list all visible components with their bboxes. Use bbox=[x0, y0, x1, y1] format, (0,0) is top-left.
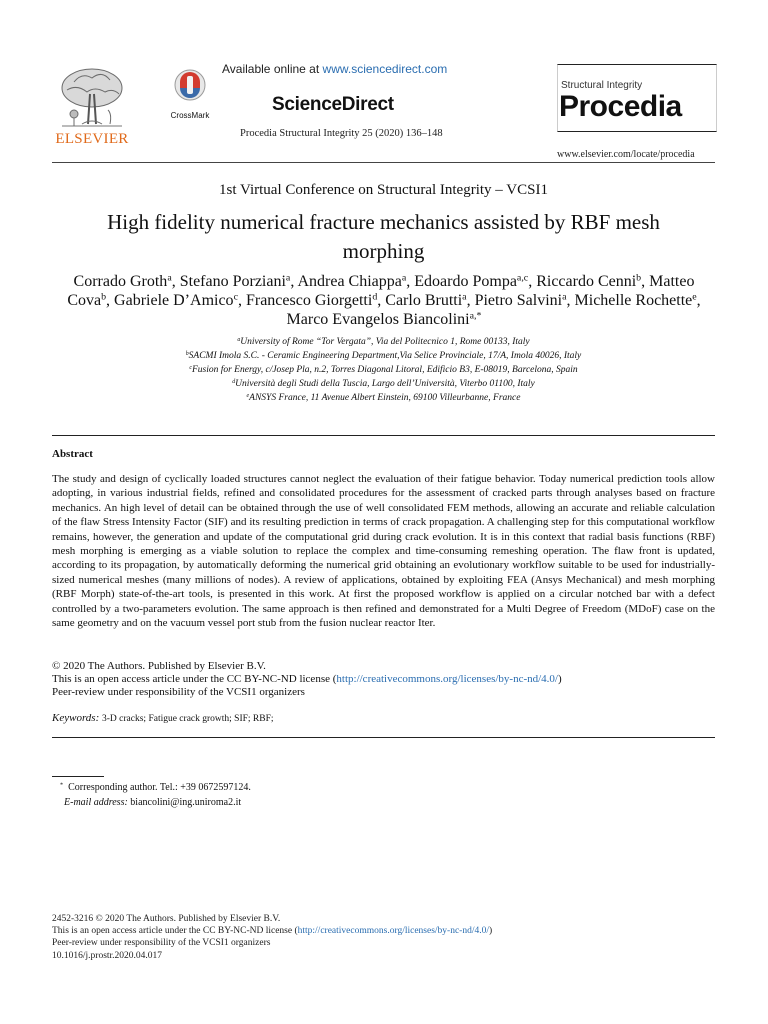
author-list bbox=[60, 272, 708, 329]
author-separator: , bbox=[237, 292, 246, 309]
affiliation-text: SACMI Imola S.C. - Ceramic Engineering Department,Via Selice Provinciale, 17/A, Imola 40026, Italy bbox=[188, 351, 582, 361]
license-prefix: This is an open access article under the CC BY-NC-ND license ( bbox=[52, 673, 337, 685]
author bbox=[414, 273, 536, 290]
author-name: Michelle Rochette bbox=[574, 292, 693, 309]
author-separator: , bbox=[696, 292, 701, 309]
affiliation bbox=[52, 335, 715, 349]
email-address[interactable]: biancolini@ing.uniroma2.it bbox=[130, 797, 242, 808]
available-online-line bbox=[222, 62, 447, 76]
affiliation-text: ANSYS France, 11 Avenue Albert Einstein, 69100 Villeurbanne, France bbox=[249, 393, 521, 403]
conference-name: 1st Virtual Conference on Structural Integrity – VCSI1 bbox=[219, 182, 548, 198]
abstract-heading: Abstract bbox=[52, 448, 93, 460]
author-separator: , bbox=[528, 273, 537, 290]
affiliation-list bbox=[52, 335, 715, 405]
author-separator: , bbox=[641, 273, 650, 290]
affiliation-mark: c bbox=[189, 364, 192, 371]
affiliation bbox=[52, 363, 715, 377]
title-line-2: morphing bbox=[342, 239, 425, 263]
author-name: Carlo Brutti bbox=[385, 292, 463, 309]
author bbox=[180, 273, 298, 290]
affiliation-mark: e bbox=[246, 392, 250, 399]
author bbox=[575, 292, 701, 309]
author bbox=[475, 292, 575, 309]
keywords-line bbox=[52, 712, 274, 724]
header-divider bbox=[52, 162, 715, 163]
author-affiliation-mark: a,* bbox=[469, 310, 482, 322]
abstract-top-rule bbox=[52, 435, 715, 436]
abstract-bottom-rule bbox=[52, 737, 715, 738]
crossmark-label: CrossMark bbox=[170, 111, 210, 120]
bottom-peer-review: Peer-review under responsibility of the VCSI1 organizers bbox=[52, 938, 271, 949]
affiliation bbox=[52, 349, 715, 363]
footnote bbox=[60, 780, 251, 810]
author-affiliation-mark: a bbox=[167, 272, 172, 284]
author-affiliation-mark: b bbox=[101, 291, 107, 303]
author-separator: , bbox=[566, 292, 575, 309]
crossmark-badge[interactable] bbox=[165, 68, 215, 120]
procedia-cover-logo bbox=[557, 64, 717, 132]
author-affiliation-mark: e bbox=[692, 291, 697, 303]
email-label: E-mail address: bbox=[64, 797, 128, 808]
author-affiliation-mark: c bbox=[233, 291, 238, 303]
license-link[interactable]: http://creativecommons.org/licenses/by-nc-nd/4.0/ bbox=[336, 673, 558, 685]
affiliation-mark: a bbox=[237, 336, 241, 343]
author bbox=[114, 292, 246, 309]
corresponding-author: Corresponding author. Tel.: +39 0672597124. bbox=[68, 782, 251, 793]
author-name: Stefano Porziani bbox=[179, 273, 286, 290]
keywords-values: 3-D cracks; Fatigue crack growth; SIF; RBF; bbox=[102, 714, 274, 724]
author-name: Matteo Cova bbox=[67, 273, 695, 309]
author-affiliation-mark: b bbox=[636, 272, 642, 284]
locate-url[interactable]: www.elsevier.com/locate/procedia bbox=[557, 149, 695, 160]
author-affiliation-mark: a bbox=[562, 291, 567, 303]
author-separator: , bbox=[290, 273, 298, 290]
author-name: Corrado Groth bbox=[73, 273, 168, 290]
author-name: Pietro Salvini bbox=[474, 292, 563, 309]
author-name: Edoardo Pompa bbox=[414, 273, 517, 290]
affiliation-text: Università degli Studi della Tuscia, Largo dell’Università, Viterbo 01100, Italy bbox=[235, 379, 535, 389]
author-name: Andrea Chiappa bbox=[297, 273, 402, 290]
open-access-line bbox=[52, 673, 715, 686]
author-affiliation-mark: a bbox=[462, 291, 467, 303]
keywords-label: Keywords: bbox=[52, 712, 100, 724]
author-separator: , bbox=[377, 292, 386, 309]
procedia-subtitle: Structural Integrity bbox=[561, 80, 643, 91]
author-name: Riccardo Cenni bbox=[536, 273, 637, 290]
author-separator: , bbox=[406, 273, 415, 290]
copyright-line: © 2020 The Authors. Published by Elsevier B.V. bbox=[52, 660, 266, 672]
elsevier-wordmark: ELSEVIER bbox=[55, 131, 129, 147]
author-affiliation-mark: a bbox=[285, 272, 291, 284]
crossmark-icon bbox=[173, 68, 207, 104]
author-separator: , bbox=[466, 292, 475, 309]
peer-review-line: Peer-review under responsibility of the VCSI1 organizers bbox=[52, 686, 305, 698]
license-suffix: ) bbox=[558, 673, 562, 685]
footnote-mark: * bbox=[60, 781, 64, 789]
bottom-oa-prefix: This is an open access article under the CC BY-NC-ND license ( bbox=[52, 926, 298, 937]
affiliation bbox=[52, 377, 715, 391]
paper-title bbox=[52, 208, 715, 266]
affiliation-mark: d bbox=[232, 378, 236, 385]
footnote-rule bbox=[52, 776, 104, 777]
journal-reference: Procedia Structural Integrity 25 (2020) 136–148 bbox=[240, 128, 443, 139]
author-name: Marco Evangelos Biancolini bbox=[286, 311, 470, 328]
doi[interactable]: 10.1016/j.prostr.2020.04.017 bbox=[52, 950, 163, 961]
bottom-oa-line bbox=[52, 925, 492, 937]
affiliation bbox=[52, 391, 715, 405]
author-affiliation-mark: d bbox=[372, 291, 378, 303]
author bbox=[536, 273, 649, 290]
author-name: Gabriele D’Amico bbox=[114, 292, 234, 309]
bottom-oa-suffix: ) bbox=[489, 926, 493, 937]
issn-line: 2452-3216 © 2020 The Authors. Published by Elsevier B.V. bbox=[52, 914, 281, 924]
author bbox=[297, 273, 414, 290]
author-affiliation-mark: a bbox=[401, 272, 407, 284]
author bbox=[287, 311, 482, 328]
sciencedirect-brand: ScienceDirect bbox=[272, 94, 394, 115]
affiliation-mark: b bbox=[185, 350, 189, 357]
title-line-1: High fidelity numerical fracture mechanics assisted by RBF mesh bbox=[107, 210, 660, 234]
author-separator: , bbox=[171, 273, 180, 290]
bottom-license-link[interactable]: http://creativecommons.org/licenses/by-nc-nd/4.0/ bbox=[297, 926, 489, 937]
author-separator: , bbox=[106, 292, 115, 309]
abstract-body: The study and design of cyclically loaded structures cannot neglect the evaluation of their fatigue behavior. Today numerical prediction tools allow adopting, in various industrial fields, refined and consolidated procedures for the assessment of cracked parts through analyses based on fracture mechanics. An high level of detail can be obtained through the use of well consolidated FEM methods, allowing an accurate and reliable calculation of the flaw Stress Intensity Factor (SIF) and its resulting prediction in terms of crack propagation. A challenging step for this computational workflow remains, however, the generation and update of the computational grid during crack evolution. It is in this context that radial basis functions (RBF) mesh morphing is emerging as a viable solution to replace the complex and time-consuming remeshing operation. The flaw front is updated, according to its propagation, by automatically deforming the numerical grid obtaining an evolutionary workflow suitable to be used for industrially-sized numerical meshes (many millions of nodes). A review of applications, obtained by exploiting FEA (Ansys Mechanical) and mesh morphing (RBF Morph) state-of-the-art tools, is presented in this work. At first the proposed workflow is applied on a circular notched bar with a defect controlled by a two-parameters evolution. The same approach is then refined and demonstrated for a Multi Degree of Freedom (MDoF) case on the same geometry and on the vacuum vessel port stub from the fusion nuclear reactor Iter. bbox=[52, 473, 715, 630]
email-line bbox=[60, 795, 251, 810]
procedia-title: Procedia bbox=[559, 90, 682, 123]
author bbox=[246, 292, 385, 309]
available-prefix: Available online at bbox=[222, 62, 323, 76]
author bbox=[385, 292, 474, 309]
author bbox=[74, 273, 180, 290]
affiliation-text: Fusion for Energy, c/Josep Pla, n.2, Torres Diagonal Litoral, Edificio B3, E-08019, Barcelona, Spain bbox=[191, 365, 578, 375]
bottom-imprint bbox=[52, 913, 492, 962]
corresponding-author-line bbox=[60, 780, 251, 795]
author-affiliation-mark: a,c bbox=[516, 272, 529, 284]
affiliation-text: University of Rome “Tor Vergata”, Via del Politecnico 1, Rome 00133, Italy bbox=[240, 337, 530, 347]
license-block bbox=[52, 660, 715, 699]
sciencedirect-link[interactable]: www.sciencedirect.com bbox=[322, 62, 448, 76]
author-name: Francesco Giorgetti bbox=[245, 292, 373, 309]
